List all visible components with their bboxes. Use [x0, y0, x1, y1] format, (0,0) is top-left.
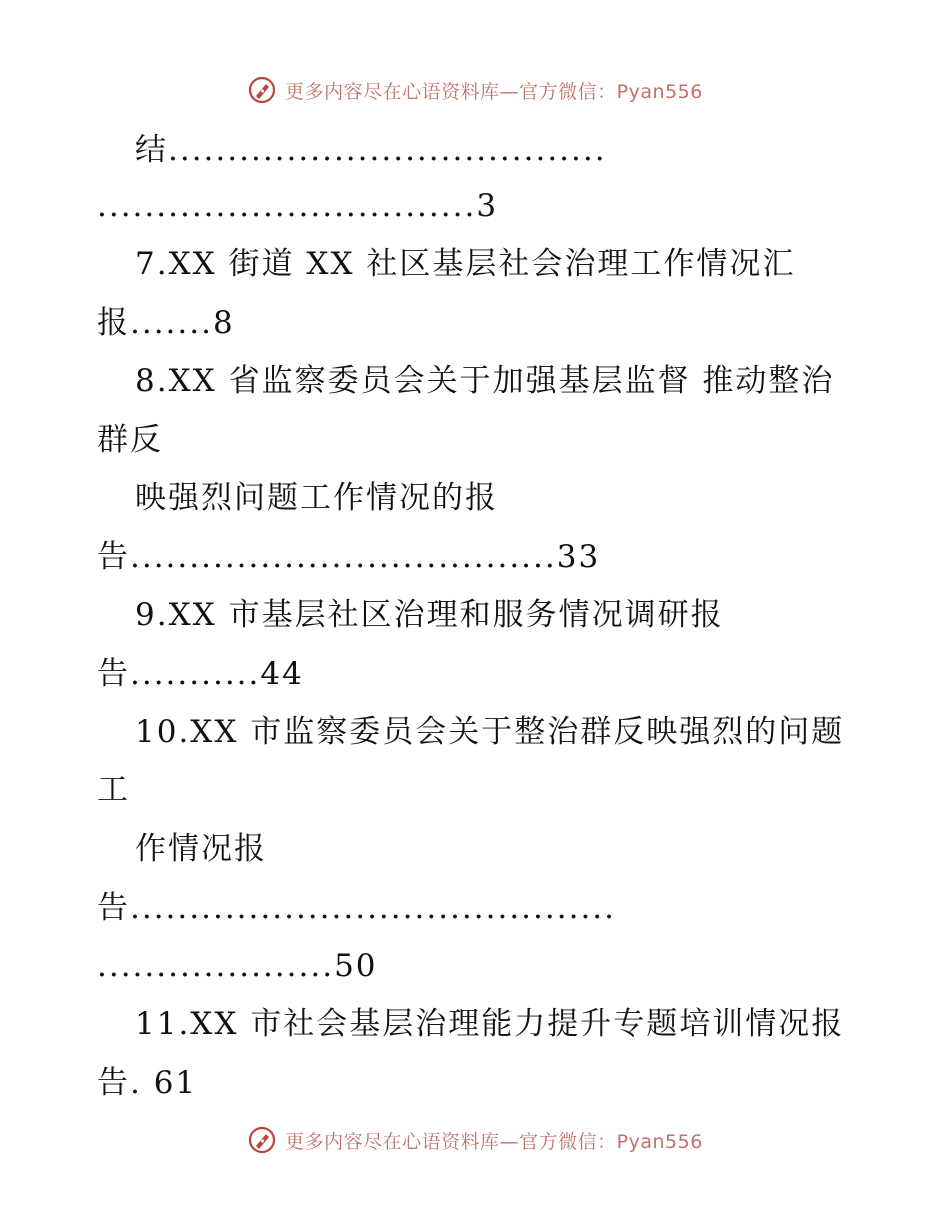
footer-watermark — [0, 1120, 950, 1160]
toc-entry-title: 11.XX 市社会基层治理能力提升专题培训情况报 — [135, 1006, 845, 1042]
toc-line: 告......................................... — [97, 890, 617, 926]
pen-nib-circle-icon — [247, 75, 277, 105]
watermark-text: 更多内容尽在心语资料库—官方微信：Pyan556 — [285, 80, 703, 103]
toc-entry-page: 告...........44 — [97, 656, 304, 692]
pen-nib-circle-icon — [247, 1125, 277, 1155]
toc-line: 作情况报 — [135, 831, 267, 867]
toc-line: 结..................................... — [135, 132, 607, 168]
toc-line: 映强烈问题工作情况的报 — [135, 480, 498, 516]
toc-entry-title: 9.XX 市基层社区治理和服务情况调研报 — [135, 597, 724, 633]
toc-line: 工 — [97, 772, 130, 808]
toc-entry-page: 告. 61 — [97, 1065, 198, 1101]
toc-line: ................................3 — [97, 188, 499, 224]
toc-entry-title: 10.XX 市监察委员会关于整治群反映强烈的问题 — [135, 714, 845, 750]
toc-entry-page: 告....................................33 — [97, 539, 601, 575]
toc-entry-title: 8.XX 省监察委员会关于加强基层监督 推动整治 — [135, 363, 835, 399]
toc-line: 群反 — [97, 422, 163, 458]
watermark-text: 更多内容尽在心语资料库—官方微信：Pyan556 — [285, 1130, 703, 1153]
toc-entry-title: 7.XX 街道 XX 社区基层社会治理工作情况汇 — [135, 246, 796, 282]
toc-entry-page: ....................50 — [97, 948, 378, 984]
toc-entry-page: 报.......8 — [97, 305, 235, 341]
header-watermark — [0, 70, 950, 110]
